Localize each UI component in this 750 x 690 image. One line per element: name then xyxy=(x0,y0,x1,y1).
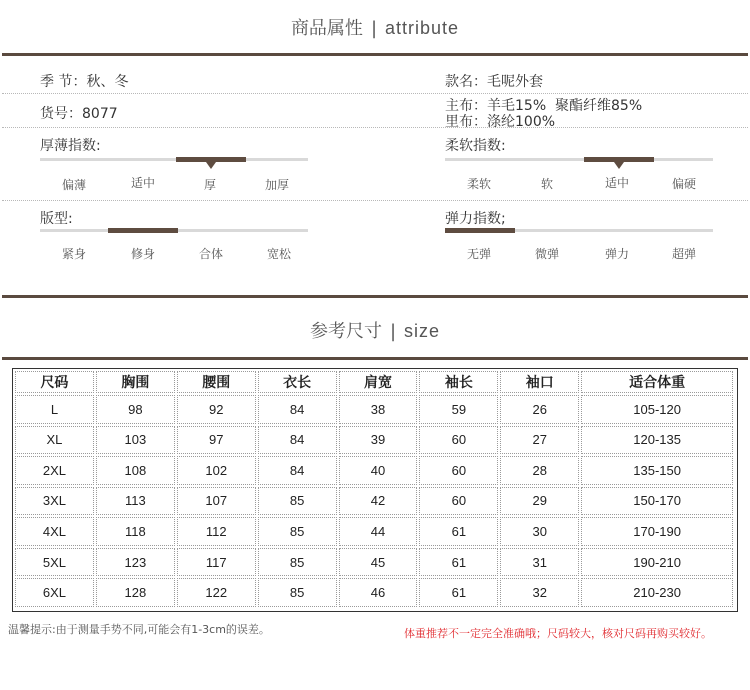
size-table-header-cell: 袖口 xyxy=(500,371,579,393)
attribute-title-cn: 商品属性 xyxy=(290,18,363,39)
size-title-separator: | xyxy=(389,321,397,342)
size-table-cell: 85 xyxy=(258,578,337,607)
softness-scale-pointer xyxy=(614,162,624,169)
size-table-cell: XL xyxy=(15,426,94,455)
size-table-row xyxy=(15,487,733,516)
thickness-option-4: 加厚 xyxy=(264,178,289,192)
thickness-option-2: 适中 xyxy=(130,176,155,190)
size-table-cell: 122 xyxy=(177,578,256,607)
size-table-cell: 61 xyxy=(419,548,498,577)
elasticity-option-2: 微弹 xyxy=(534,247,559,261)
size-table-row xyxy=(15,578,733,607)
size-table-cell: 128 xyxy=(96,578,175,607)
size-table-header-cell: 胸围 xyxy=(96,371,175,393)
fit-scale-marker xyxy=(108,228,178,233)
softness-option-4: 偏硬 xyxy=(671,177,696,191)
size-table-header-cell: 尺码 xyxy=(15,371,94,393)
size-table-cell: 60 xyxy=(419,487,498,516)
size-table-row xyxy=(15,548,733,577)
thickness-option-1: 偏薄 xyxy=(61,178,86,192)
softness-option-3: 适中 xyxy=(604,176,629,190)
size-table-cell: 112 xyxy=(177,517,256,546)
size-table-header-cell: 适合体重 xyxy=(581,371,733,393)
size-table-row xyxy=(15,517,733,546)
item-no-row xyxy=(40,103,118,123)
thickness-scale-label: 厚薄指数: xyxy=(40,138,101,154)
attribute-section-title xyxy=(0,14,750,40)
size-table-header-cell: 袖长 xyxy=(419,371,498,393)
size-table-cell: L xyxy=(15,395,94,424)
size-table-cell: 44 xyxy=(339,517,418,546)
size-table-header-cell: 肩宽 xyxy=(339,371,418,393)
size-top-rule xyxy=(2,357,748,360)
size-table-cell: 150-170 xyxy=(581,487,733,516)
size-table-cell: 3XL xyxy=(15,487,94,516)
measurement-note: 温馨提示:由于测量手势不同,可能会有1-3cm的误差。 xyxy=(8,623,270,636)
size-table-cell: 170-190 xyxy=(581,517,733,546)
size-title-en: size xyxy=(404,321,441,341)
size-table-cell: 97 xyxy=(177,426,256,455)
scales-divider xyxy=(2,200,748,201)
size-table-cell: 27 xyxy=(500,426,579,455)
elasticity-option-1: 无弹 xyxy=(466,247,491,261)
size-table-cell: 103 xyxy=(96,426,175,455)
elasticity-scale-marker xyxy=(445,228,515,233)
size-table-cell: 30 xyxy=(500,517,579,546)
size-table-cell: 98 xyxy=(96,395,175,424)
attribute-title-en: attribute xyxy=(385,18,460,38)
size-table-cell: 84 xyxy=(258,426,337,455)
size-table-cell: 46 xyxy=(339,578,418,607)
size-table-cell: 117 xyxy=(177,548,256,577)
size-table-cell: 61 xyxy=(419,578,498,607)
attribute-top-rule xyxy=(2,53,748,56)
size-table-cell: 42 xyxy=(339,487,418,516)
size-table-cell: 85 xyxy=(258,487,337,516)
size-table-cell: 60 xyxy=(419,426,498,455)
size-table-cell: 108 xyxy=(96,456,175,485)
size-table-cell: 135-150 xyxy=(581,456,733,485)
main-fabric-label: 主布： xyxy=(445,98,487,114)
size-table-row xyxy=(15,426,733,455)
fit-scale-label: 版型: xyxy=(40,211,73,227)
size-table-cell: 85 xyxy=(258,548,337,577)
elasticity-scale-label: 弹力指数; xyxy=(445,211,506,227)
size-table-cell: 59 xyxy=(419,395,498,424)
season-label: 季 节： xyxy=(40,74,87,90)
size-table-cell: 4XL xyxy=(15,517,94,546)
size-table-cell: 26 xyxy=(500,395,579,424)
style-name-row xyxy=(445,71,543,91)
size-table-cell: 84 xyxy=(258,395,337,424)
lining-row xyxy=(445,111,555,131)
size-table-cell: 5XL xyxy=(15,548,94,577)
lining-label: 里布： xyxy=(445,114,487,130)
size-table-header-cell: 腰围 xyxy=(177,371,256,393)
thickness-scale-track xyxy=(40,158,308,161)
size-table-cell: 61 xyxy=(419,517,498,546)
size-table-cell: 38 xyxy=(339,395,418,424)
style-name-label: 款名： xyxy=(445,74,487,90)
size-table-cell: 6XL xyxy=(15,578,94,607)
attribute-bottom-rule xyxy=(2,295,748,298)
size-table-cell: 123 xyxy=(96,548,175,577)
size-table-cell: 40 xyxy=(339,456,418,485)
item-no-value: 8077 xyxy=(82,106,118,122)
size-table-cell: 120-135 xyxy=(581,426,733,455)
softness-option-2: 软 xyxy=(540,177,553,191)
size-section-title xyxy=(0,317,750,343)
info-divider-1 xyxy=(2,93,748,94)
info-divider-2 xyxy=(2,127,748,128)
size-table xyxy=(13,369,735,609)
size-table-cell: 45 xyxy=(339,548,418,577)
thickness-option-3: 厚 xyxy=(203,178,216,192)
title-separator: | xyxy=(370,18,378,39)
size-table-header-cell: 衣长 xyxy=(258,371,337,393)
size-table-cell: 60 xyxy=(419,456,498,485)
size-table-cell: 39 xyxy=(339,426,418,455)
fit-option-4: 宽松 xyxy=(266,247,291,261)
size-table-cell: 105-120 xyxy=(581,395,733,424)
size-table-cell: 113 xyxy=(96,487,175,516)
size-table-cell: 85 xyxy=(258,517,337,546)
thickness-scale-pointer xyxy=(206,162,216,169)
size-table-cell: 118 xyxy=(96,517,175,546)
fit-option-1: 紧身 xyxy=(61,247,86,261)
season-value: 秋、冬 xyxy=(86,74,129,90)
elasticity-option-3: 弹力 xyxy=(604,247,629,261)
size-table-cell: 84 xyxy=(258,456,337,485)
size-title-cn: 参考尺寸 xyxy=(309,321,382,342)
size-table-cell: 2XL xyxy=(15,456,94,485)
size-table-cell: 29 xyxy=(500,487,579,516)
size-table-cell: 102 xyxy=(177,456,256,485)
size-table-cell: 107 xyxy=(177,487,256,516)
softness-scale-track xyxy=(445,158,713,161)
size-table-cell: 92 xyxy=(177,395,256,424)
size-table-frame xyxy=(12,368,738,612)
size-table-cell: 28 xyxy=(500,456,579,485)
elasticity-option-4: 超弹 xyxy=(671,247,696,261)
weight-recommendation-note: 体重推荐不一定完全准确哦；尺码较大，核对尺码再购买较好。 xyxy=(404,627,712,640)
softness-option-1: 柔软 xyxy=(466,177,491,191)
fit-option-3: 合体 xyxy=(198,247,223,261)
lining-value: 涤纶100% xyxy=(487,114,556,130)
size-table-row xyxy=(15,395,733,424)
season-row xyxy=(40,71,128,91)
size-table-cell: 31 xyxy=(500,548,579,577)
size-table-header-row xyxy=(15,371,733,393)
size-table-row xyxy=(15,456,733,485)
size-table-cell: 210-230 xyxy=(581,578,733,607)
fit-option-2: 修身 xyxy=(130,247,155,261)
softness-scale-label: 柔软指数: xyxy=(445,138,506,154)
item-no-label: 货号： xyxy=(40,106,82,122)
size-table-cell: 190-210 xyxy=(581,548,733,577)
style-name-value: 毛呢外套 xyxy=(487,74,543,90)
main-fabric-value: 羊毛15% 聚酯纤维85% xyxy=(487,98,643,114)
size-table-cell: 32 xyxy=(500,578,579,607)
